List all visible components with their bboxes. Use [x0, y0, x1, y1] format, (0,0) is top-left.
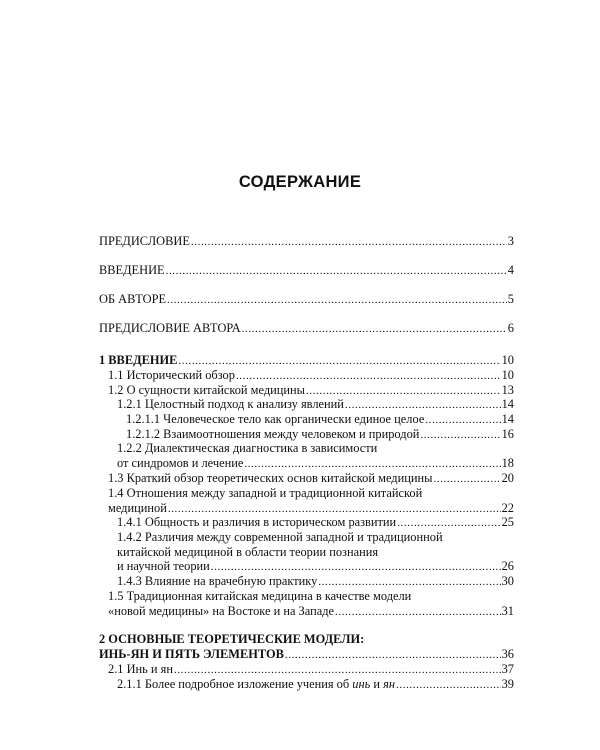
toc-section-1-5[interactable] — [0, 589, 600, 619]
dot-leader — [178, 354, 500, 369]
toc-section-1-1[interactable] — [0, 368, 600, 384]
conjunction-and: и — [370, 677, 384, 691]
toc-entry-text: 2.1 Инь и ян — [108, 662, 173, 676]
toc-page-number: 25 — [501, 515, 514, 529]
toc-page-number: 16 — [501, 427, 514, 441]
toc-section-2-1[interactable] — [0, 662, 600, 678]
dot-leader — [167, 293, 507, 308]
toc-chapter-1[interactable] — [0, 353, 600, 369]
toc-section-1-4-1[interactable] — [0, 515, 600, 531]
toc-section-1-3[interactable] — [0, 471, 600, 487]
term-yang: ян — [383, 677, 396, 691]
toc-page-number: 31 — [501, 603, 514, 618]
dot-leader — [211, 560, 501, 575]
toc-page-number: 26 — [501, 559, 514, 574]
toc-section-1-2-1[interactable] — [0, 397, 600, 413]
toc-entry-text — [117, 677, 395, 692]
toc-page-number: 14 — [501, 397, 514, 411]
toc-page-number: 13 — [501, 383, 514, 397]
toc-entry-text: «новой медицины» на Востоке и на Западе — [108, 603, 335, 618]
toc-entry-text-prefix: 2.1.1 Более подробное изложение учения об — [117, 677, 353, 691]
toc-page-number: 39 — [501, 677, 514, 691]
toc-chapter-2[interactable] — [0, 632, 600, 662]
toc-entry-preface[interactable] — [0, 234, 600, 250]
toc-section-1-2-1-1[interactable] — [0, 412, 600, 428]
dot-leader — [244, 457, 500, 472]
toc-entry-text: 1.2.1.2 Взаимоотношения между человеком и природой — [126, 427, 420, 441]
toc-entry-text: от синдромов и лечение — [117, 455, 244, 470]
toc-page-number: 37 — [501, 662, 514, 676]
dot-leader — [166, 264, 507, 279]
toc-page-number: 5 — [507, 292, 514, 306]
term-yin: инь — [352, 677, 371, 691]
dot-leader — [345, 398, 501, 413]
toc-page-number: 36 — [501, 646, 514, 661]
toc-page-number: 14 — [501, 412, 514, 426]
toc-entry-text: 1.2.1 Целостный подход к анализу явлений — [117, 397, 344, 411]
toc-section-1-4-2[interactable] — [0, 530, 600, 575]
toc-entry-text: 1.4.1 Общность и различия в историческом развитии — [117, 515, 397, 529]
toc-entry-text: 1.4.2 Различия между современной западной и традиционной — [117, 530, 443, 544]
dot-leader — [236, 369, 501, 384]
toc-entry-text: 1.3 Краткий обзор теоретических основ китайской медицины — [108, 471, 433, 485]
toc-entry-text: медициной — [108, 500, 167, 515]
toc-page-number: 3 — [507, 234, 514, 248]
toc-entry-text: 1.4 Отношения между западной и традиционной китайской — [108, 486, 423, 500]
toc-entry-text: 1.5 Традиционная китайская медицина в качестве модели — [108, 589, 412, 603]
toc-page-number: 30 — [501, 574, 514, 588]
toc-entry-text: 2 ОСНОВНЫЕ ТЕОРЕТИЧЕСКИЕ МОДЕЛИ: — [99, 632, 365, 646]
toc-entry-text: 1 ВВЕДЕНИЕ — [99, 353, 178, 367]
toc-section-2-1-1[interactable] — [0, 677, 600, 693]
dot-leader — [242, 322, 507, 337]
toc-page-number: 18 — [501, 455, 514, 470]
dot-leader — [174, 663, 501, 678]
toc-page-number: 20 — [501, 471, 514, 485]
page-title: СОДЕРЖАНИЕ — [238, 173, 362, 191]
toc-section-1-4[interactable] — [0, 486, 600, 516]
dot-leader — [396, 678, 501, 693]
toc-entry-text: ИНЬ-ЯН И ПЯТЬ ЭЛЕМЕНТОВ — [99, 646, 284, 661]
dot-leader — [168, 502, 501, 517]
toc-entry-text: ВВЕДЕНИЕ — [99, 263, 165, 277]
toc-entry-introduction[interactable] — [0, 263, 600, 279]
toc-entry-text: китайской медициной в области теории познания — [117, 544, 379, 559]
toc-entry-author-preface[interactable] — [0, 321, 600, 337]
toc-page-number: 4 — [507, 263, 514, 277]
toc-entry-text: ОБ АВТОРЕ — [99, 292, 167, 306]
dot-leader — [191, 235, 507, 250]
toc-entry-text: и научной теории — [117, 559, 210, 574]
toc-entry-about-author[interactable] — [0, 292, 600, 308]
toc-section-1-2-2[interactable] — [0, 441, 600, 471]
toc-entry-text: 1.2 О сущности китайской медицины — [108, 383, 305, 397]
toc-section-1-4-3[interactable] — [0, 574, 600, 590]
toc-entry-text: ПРЕДИСЛОВИЕ — [99, 234, 190, 248]
toc-entry-text: ПРЕДИСЛОВИЕ АВТОРА — [99, 321, 241, 335]
toc-page-number: 10 — [501, 368, 514, 382]
dot-leader — [335, 605, 501, 620]
toc-entry-text: 1.2.1.1 Человеческое тело как органически единое целое — [126, 412, 425, 426]
toc-page-number: 22 — [501, 500, 514, 515]
toc-page-number: 6 — [507, 321, 514, 335]
toc-entry-text: 1.1 Исторический обзор — [108, 368, 235, 382]
dot-leader — [425, 413, 500, 428]
dot-leader — [285, 648, 501, 663]
dot-leader — [433, 472, 500, 487]
toc-page-number: 10 — [501, 353, 514, 367]
dot-leader — [397, 516, 500, 531]
toc-entry-text: 1.2.2 Диалектическая диагностика в зависимости — [117, 441, 378, 455]
toc-entry-text: 1.4.3 Влияние на врачебную практику — [117, 574, 318, 588]
dot-leader — [318, 575, 500, 590]
